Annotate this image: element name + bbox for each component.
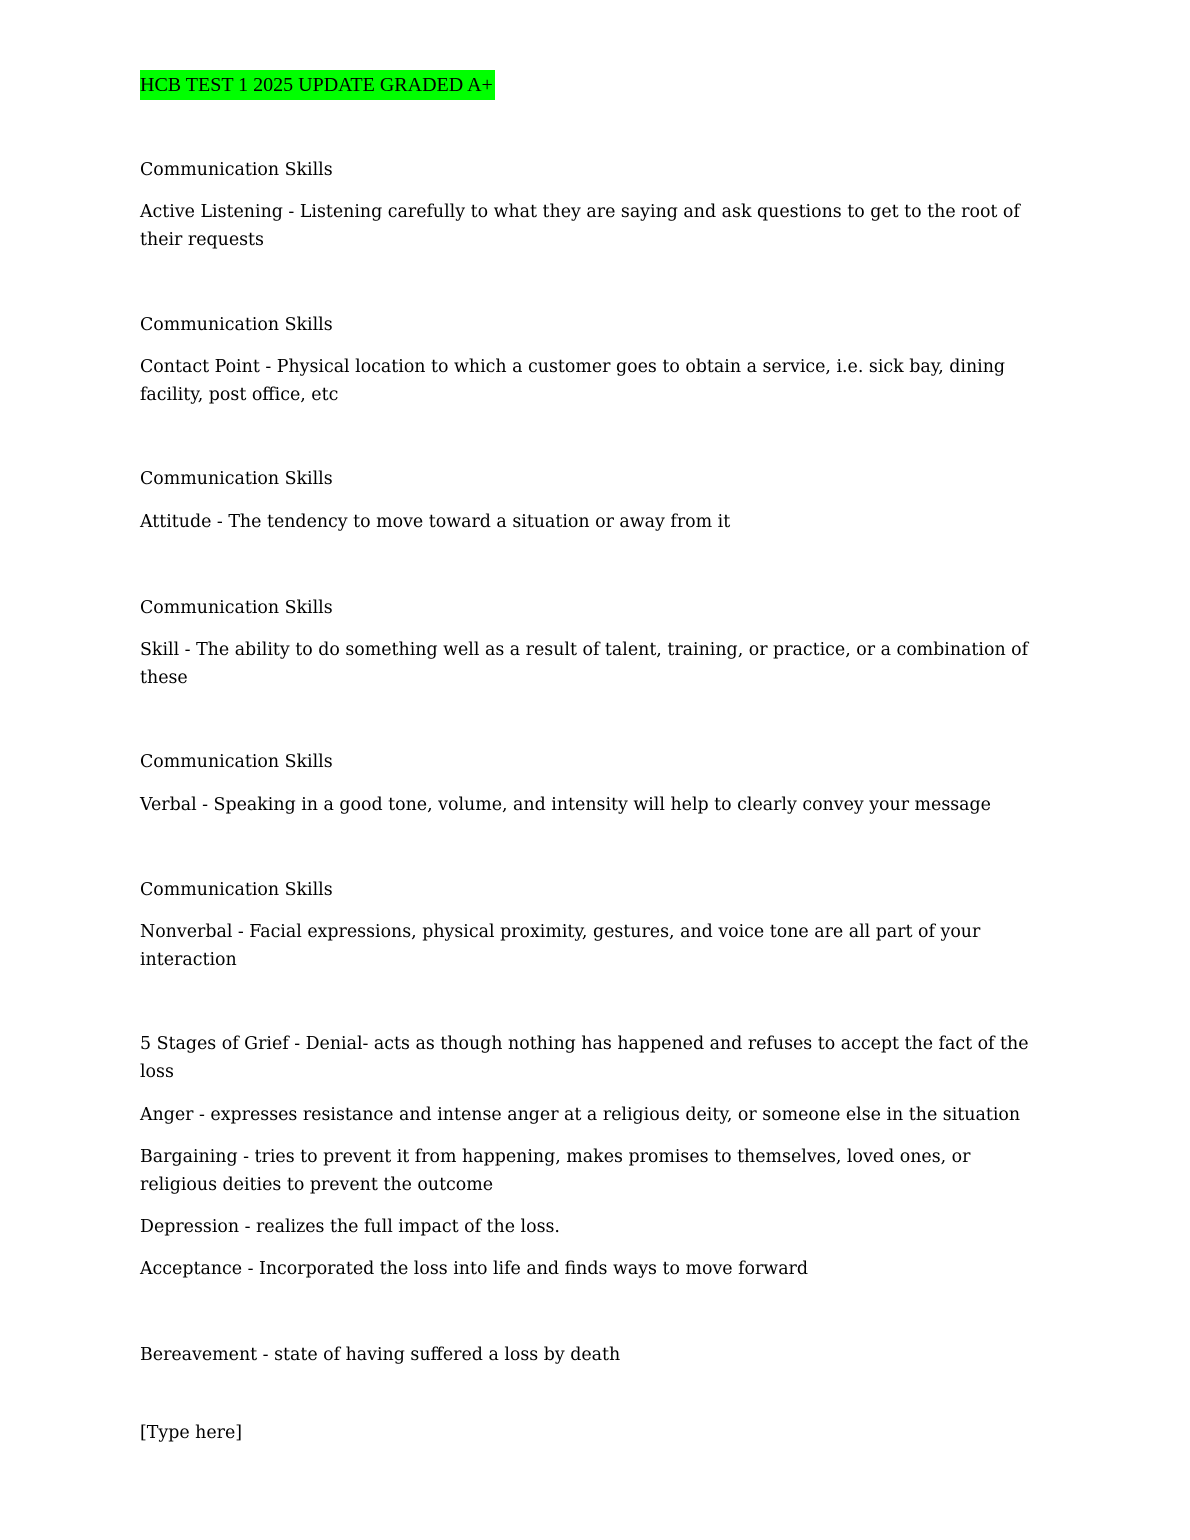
footer-placeholder: [Type here] xyxy=(140,1423,243,1443)
section-heading: Communication Skills xyxy=(140,315,333,335)
definition-paragraph: Contact Point - Physical location to which a customer goes to obtain a service, i.e. sick bay, dining facility, post office, etc xyxy=(140,357,1006,405)
document-title: HCB TEST 1 2025 UPDATE GRADED A+ xyxy=(140,70,495,100)
definition-paragraph: Acceptance - Incorporated the loss into life and finds ways to move forward xyxy=(140,1259,809,1279)
section-heading: Communication Skills xyxy=(140,469,333,489)
definition-paragraph: Skill - The ability to do something well as a result of talent, training, or practice, or a combination of these xyxy=(140,640,1029,688)
definition-paragraph: Attitude - The tendency to move toward a situation or away from it xyxy=(140,512,731,532)
definition-paragraph: Verbal - Speaking in a good tone, volume, and intensity will help to clearly convey your message xyxy=(140,795,991,815)
definition-paragraph: Nonverbal - Facial expressions, physical proximity, gestures, and voice tone are all part of your interaction xyxy=(140,922,981,970)
definition-paragraph: 5 Stages of Grief - Denial- acts as though nothing has happened and refuses to accept the fact of the loss xyxy=(140,1034,1029,1082)
section-heading: Communication Skills xyxy=(140,598,333,618)
definition-paragraph: Bereavement - state of having suffered a loss by death xyxy=(140,1345,621,1365)
definition-paragraph: Bargaining - tries to prevent it from happening, makes promises to themselves, loved ones, or religious deities to prevent the outcome xyxy=(140,1147,971,1195)
definition-paragraph: Active Listening - Listening carefully to what they are saying and ask questions to get to the root of their requests xyxy=(140,202,1020,250)
definition-paragraph: Depression - realizes the full impact of the loss. xyxy=(140,1217,560,1237)
definition-paragraph: Anger - expresses resistance and intense anger at a religious deity, or someone else in the situation xyxy=(140,1105,1021,1125)
section-heading: Communication Skills xyxy=(140,160,333,180)
section-heading: Communication Skills xyxy=(140,880,333,900)
section-heading: Communication Skills xyxy=(140,752,333,772)
